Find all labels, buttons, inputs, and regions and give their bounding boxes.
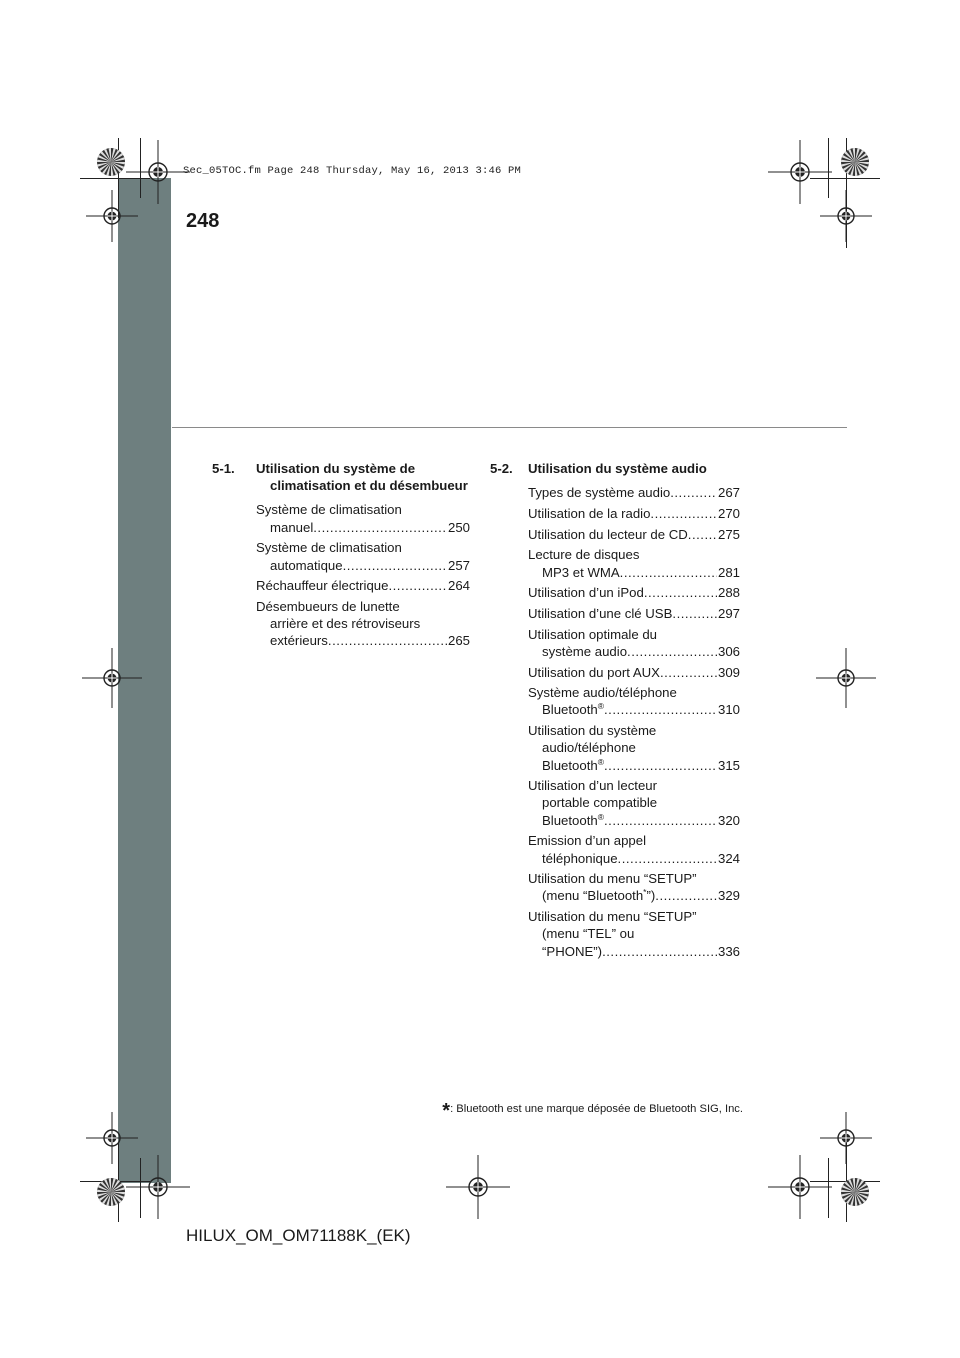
toc-entry-line: Utilisation optimale du	[528, 626, 658, 642]
toc-page-number: 275	[717, 526, 740, 542]
toc-entry-line: arrière et des rétroviseurs	[270, 616, 421, 632]
section-heading	[490, 460, 740, 477]
registration-crosshair-icon	[768, 1155, 832, 1219]
toc-page-number: 281	[717, 564, 740, 580]
toc-entry-lastline	[256, 577, 470, 594]
toc-entry-label: Utilisation d’une clé USB	[528, 605, 673, 621]
toc-entry	[528, 832, 740, 866]
toc-entry-label: (menu “Bluetooth*”)	[542, 887, 656, 904]
toc-entry-lastline	[528, 526, 740, 543]
toc-page-number: 329	[717, 888, 740, 904]
model-code: HILUX_OM_OM71188K_(EK)	[186, 1226, 411, 1245]
toc-entry-lastline	[528, 505, 740, 522]
toc-entry-lastline	[528, 943, 740, 960]
dot-leader	[604, 757, 717, 774]
toc-entry-lastline	[256, 632, 470, 649]
toc-entry-label: Utilisation du lecteur de CD	[528, 526, 688, 542]
toc-entry-label: Réchauffeur électrique	[256, 578, 389, 594]
toc-entry	[528, 526, 740, 543]
toc-entry-lastline	[256, 519, 470, 536]
toc-entry	[528, 626, 740, 660]
toc-entry-line: Système de climatisation	[256, 540, 402, 556]
toc-page-number: 265	[447, 633, 470, 649]
dot-leader	[328, 632, 447, 649]
toc-entry-lastline	[528, 812, 740, 829]
registration-starburst-icon	[840, 147, 870, 177]
dot-leader	[604, 701, 717, 718]
toc-entry-label: téléphonique	[542, 850, 618, 866]
toc-column-left	[212, 460, 470, 653]
toc-entry-lastline	[256, 557, 470, 574]
section-heading	[212, 460, 470, 494]
superscript-mark: ®	[597, 756, 604, 767]
dot-leader	[627, 643, 717, 660]
toc-entry-line: Emission d’un appel	[528, 833, 647, 849]
registration-starburst-icon	[840, 1177, 870, 1207]
dot-leader	[655, 887, 717, 904]
toc-entry-line: Système de climatisation	[256, 502, 402, 518]
dot-leader	[670, 484, 717, 501]
toc-page-number: 336	[717, 943, 740, 959]
dot-leader	[688, 526, 717, 543]
toc-page-number: 306	[717, 643, 740, 659]
footnote-marker: *	[442, 1100, 451, 1122]
toc-entry	[256, 577, 470, 594]
registration-crosshair-icon	[82, 648, 142, 708]
registration-crosshair-icon	[446, 1155, 510, 1219]
toc-page-number: 264	[447, 578, 470, 594]
toc-entry-label: Bluetooth®	[542, 811, 604, 828]
toc-entry-lastline	[528, 850, 740, 867]
toc-entry	[528, 584, 740, 601]
toc-page-number: 250	[447, 519, 470, 535]
dot-leader	[672, 605, 717, 622]
toc-entry-label: Bluetooth®	[542, 701, 604, 718]
toc-entry	[528, 684, 740, 718]
toc-entry-line: Système audio/téléphone	[528, 685, 677, 701]
superscript-mark: *	[643, 887, 647, 898]
toc-entry-line: portable compatible	[542, 795, 658, 811]
dot-leader	[620, 564, 717, 581]
toc-entry-label: manuel	[270, 519, 314, 535]
superscript-mark: ®	[597, 811, 604, 822]
toc-page-number: 267	[717, 485, 740, 501]
toc-entry-label: “PHONE”)	[542, 943, 603, 959]
footnote-text: : Bluetooth est une marque déposée de Bluetooth SIG, Inc.	[450, 1103, 743, 1115]
toc-entry-lastline	[528, 605, 740, 622]
toc-entry-label: MP3 et WMA	[542, 564, 620, 580]
toc-entry	[528, 505, 740, 522]
toc-entries	[212, 501, 470, 649]
footnote	[442, 1100, 743, 1123]
toc-entry-lastline	[528, 757, 740, 774]
toc-page-number: 309	[717, 664, 740, 680]
registration-crosshair-icon	[816, 648, 876, 708]
registration-crosshair-icon	[126, 1155, 190, 1219]
toc-entry-lastline	[528, 664, 740, 681]
toc-entry	[528, 777, 740, 829]
toc-entry	[528, 484, 740, 501]
toc-entry-line: Utilisation d’un lecteur	[528, 778, 658, 794]
toc-page-number: 297	[717, 605, 740, 621]
toc-entry-lastline	[528, 484, 740, 501]
toc-page-number: 310	[717, 702, 740, 718]
toc-page-number: 324	[717, 850, 740, 866]
registration-starburst-icon	[96, 147, 126, 177]
toc-entry-line: (menu “TEL” ou	[542, 926, 635, 942]
page-number: 248	[186, 210, 220, 232]
toc-entry	[528, 722, 740, 774]
toc-entry	[528, 870, 740, 904]
toc-entry-label: Bluetooth®	[542, 756, 604, 773]
dot-leader	[604, 812, 717, 829]
toc-entry	[256, 598, 470, 650]
toc-entry	[528, 908, 740, 960]
toc-entry-lastline	[528, 584, 740, 601]
toc-entry	[528, 546, 740, 580]
section-title: Utilisation du système audio	[528, 461, 707, 476]
dot-leader	[650, 505, 717, 522]
dot-leader	[343, 557, 447, 574]
toc-entry-lastline	[528, 564, 740, 581]
toc-entry-label: système audio	[542, 643, 628, 659]
toc-entry	[528, 664, 740, 681]
toc-entry-label: automatique	[270, 557, 343, 573]
toc-entry-line: Utilisation du menu “SETUP”	[528, 909, 697, 925]
dot-leader	[313, 519, 447, 536]
header-stamp: Sec_05TOC.fm Page 248 Thursday, May 16, 2013 3:46 PM	[183, 165, 522, 177]
toc-entry	[256, 501, 470, 535]
toc-page-number: 288	[717, 585, 740, 601]
toc-entry-lastline	[528, 643, 740, 660]
toc-column-right	[490, 460, 740, 963]
toc-page-number: 257	[447, 557, 470, 573]
toc-entry-line: Lecture de disques	[528, 547, 640, 563]
toc-entry-label: extérieurs	[270, 633, 328, 649]
dot-leader	[602, 943, 717, 960]
toc-entry-line: Utilisation du menu “SETUP”	[528, 871, 697, 887]
toc-page-number: 270	[717, 505, 740, 521]
registration-crosshair-icon	[820, 190, 872, 242]
toc-entry	[528, 605, 740, 622]
section-number: 5-1.	[212, 461, 235, 476]
toc-page-number: 315	[717, 757, 740, 773]
toc-entry-label: Utilisation du port AUX	[528, 664, 660, 680]
toc-entry-line: Utilisation du système	[528, 723, 657, 739]
header-rule	[172, 427, 847, 428]
registration-crosshair-icon	[86, 190, 138, 242]
section-title: Utilisation du système de climatisation et du désembueur	[256, 461, 468, 494]
toc-entry-label: Utilisation de la radio	[528, 505, 651, 521]
toc-entries	[490, 484, 740, 960]
dot-leader	[660, 664, 717, 681]
toc-entry-line: Désembueurs de lunette	[256, 598, 400, 614]
registration-starburst-icon	[96, 1177, 126, 1207]
section-number: 5-2.	[490, 461, 513, 476]
toc-entry-lastline	[528, 701, 740, 718]
dot-leader	[644, 584, 717, 601]
toc-entry-label: Types de système audio	[528, 485, 671, 501]
toc-page-number: 320	[717, 812, 740, 828]
dot-leader	[388, 577, 447, 594]
toc-entry-label: Utilisation d’un iPod	[528, 585, 644, 601]
toc-entry-line: audio/téléphone	[542, 740, 636, 756]
toc-entry	[256, 539, 470, 573]
superscript-mark: ®	[597, 701, 604, 712]
dot-leader	[618, 850, 717, 867]
toc-entry-lastline	[528, 887, 740, 904]
